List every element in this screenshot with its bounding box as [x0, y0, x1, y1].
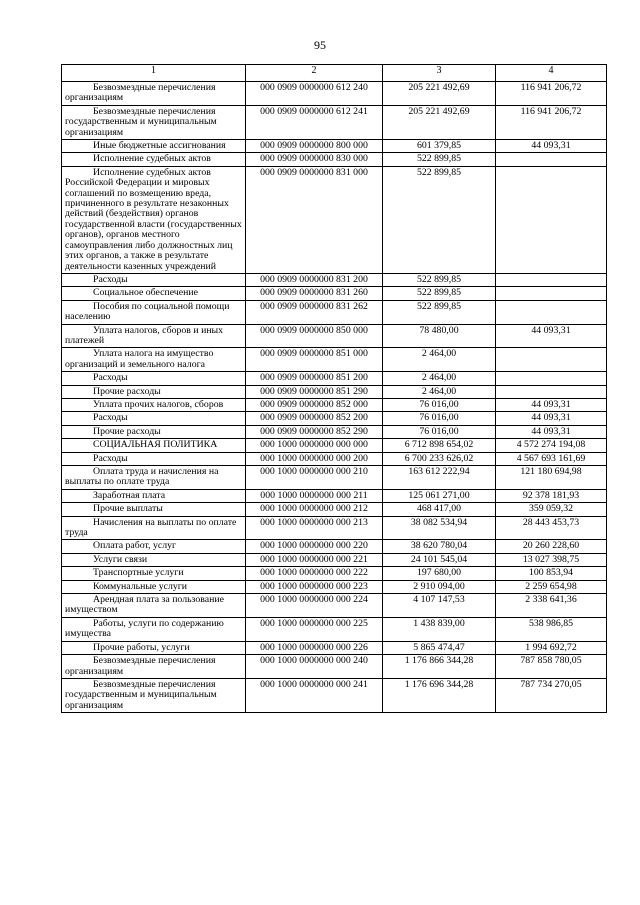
row-name-cell: Прочие работы, услуги — [62, 641, 246, 654]
row-name-cell: Коммунальные услуги — [62, 580, 246, 593]
row-code-cell: 000 1000 0000000 000 224 — [246, 594, 383, 618]
row-value-col3-cell: 205 221 492,69 — [383, 82, 496, 106]
row-name-cell: Расходы — [62, 372, 246, 385]
table-row — [62, 300, 607, 324]
row-value-col3-cell: 1 176 866 344,28 — [383, 655, 496, 679]
row-code-cell: 000 1000 0000000 000 226 — [246, 641, 383, 654]
row-value-col3-cell: 522 899,85 — [383, 300, 496, 324]
row-value-col3-cell: 76 016,00 — [383, 425, 496, 438]
row-value-col4-cell: 13 027 398,75 — [496, 553, 607, 566]
row-value-col4-cell — [496, 153, 607, 166]
row-code-cell: 000 1000 0000000 000 225 — [246, 617, 383, 641]
row-code-cell: 000 0909 0000000 612 241 — [246, 105, 383, 139]
table-row — [62, 594, 607, 618]
row-name-cell: Прочие расходы — [62, 385, 246, 398]
table-row — [62, 641, 607, 654]
row-code-cell: 000 0909 0000000 830 000 — [246, 153, 383, 166]
row-code-cell: 000 0909 0000000 851 000 — [246, 348, 383, 372]
row-value-col4-cell — [496, 287, 607, 300]
row-value-col4-cell: 359 059,32 — [496, 503, 607, 516]
row-name-cell: Оплата труда и начисления на выплаты по оплате труда — [62, 466, 246, 490]
row-value-col3-cell: 522 899,85 — [383, 153, 496, 166]
row-value-col3-cell: 76 016,00 — [383, 412, 496, 425]
row-value-col4-cell: 2 259 654,98 — [496, 580, 607, 593]
row-name-cell: Заработная плата — [62, 489, 246, 502]
row-code-cell: 000 1000 0000000 000 240 — [246, 655, 383, 679]
page-number: 95 — [314, 38, 326, 52]
table-row — [62, 287, 607, 300]
row-value-col3-cell: 2 464,00 — [383, 348, 496, 372]
row-value-col4-cell: 538 986,85 — [496, 617, 607, 641]
row-value-col3-cell: 6 712 898 654,02 — [383, 439, 496, 452]
row-name-cell: Исполнение судебных актов — [62, 153, 246, 166]
row-code-cell: 000 1000 0000000 000 211 — [246, 489, 383, 502]
table-row — [62, 553, 607, 566]
table-row — [62, 273, 607, 286]
row-value-col4-cell — [496, 385, 607, 398]
row-value-col3-cell: 38 082 534,94 — [383, 516, 496, 540]
table-header-row — [62, 65, 607, 82]
row-value-col3-cell: 2 464,00 — [383, 385, 496, 398]
table-row — [62, 412, 607, 425]
row-value-col4-cell: 100 853,94 — [496, 567, 607, 580]
row-value-col3-cell: 38 620 780,04 — [383, 540, 496, 553]
row-code-cell: 000 0909 0000000 831 200 — [246, 273, 383, 286]
row-name-cell: Арендная плата за пользование имуществом — [62, 594, 246, 618]
row-name-cell: Уплата прочих налогов, сборов — [62, 398, 246, 411]
row-value-col3-cell: 1 438 839,00 — [383, 617, 496, 641]
row-code-cell: 000 1000 0000000 000 000 — [246, 439, 383, 452]
row-value-col3-cell: 522 899,85 — [383, 287, 496, 300]
row-name-cell: Уплата налогов, сборов и иных платежей — [62, 324, 246, 348]
row-code-cell: 000 0909 0000000 831 000 — [246, 166, 383, 273]
row-value-col4-cell: 20 260 228,60 — [496, 540, 607, 553]
row-name-cell: Начисления на выплаты по оплате труда — [62, 516, 246, 540]
row-value-col4-cell: 92 378 181,93 — [496, 489, 607, 502]
row-code-cell: 000 0909 0000000 851 290 — [246, 385, 383, 398]
row-value-col3-cell: 163 612 222,94 — [383, 466, 496, 490]
row-name-cell: Уплата налога на имущество организаций и земельного налога — [62, 348, 246, 372]
row-code-cell: 000 0909 0000000 612 240 — [246, 82, 383, 106]
row-value-col3-cell: 2 910 094,00 — [383, 580, 496, 593]
row-value-col3-cell: 522 899,85 — [383, 166, 496, 273]
row-code-cell: 000 1000 0000000 000 213 — [246, 516, 383, 540]
table-row — [62, 398, 607, 411]
row-code-cell: 000 0909 0000000 831 260 — [246, 287, 383, 300]
row-value-col4-cell: 4 567 693 161,69 — [496, 452, 607, 465]
row-name-cell: Прочие расходы — [62, 425, 246, 438]
row-name-cell: СОЦИАЛЬНАЯ ПОЛИТИКА — [62, 439, 246, 452]
table-row — [62, 348, 607, 372]
row-value-col4-cell: 116 941 206,72 — [496, 82, 607, 106]
row-value-col4-cell: 44 093,31 — [496, 425, 607, 438]
row-name-cell: Исполнение судебных актов Российской Федерации и мировых соглашений по возмещению вреда, причиненного в результате незаконных действий (бездействия) органов государственной власти (государственных органов), органов местного самоуправления либо должностных лиц этих органов, а также в результате деятельности казенных учреждений — [62, 166, 246, 273]
table-row — [62, 385, 607, 398]
row-name-cell: Прочие выплаты — [62, 503, 246, 516]
row-code-cell: 000 1000 0000000 000 222 — [246, 567, 383, 580]
row-code-cell: 000 1000 0000000 000 223 — [246, 580, 383, 593]
row-name-cell: Оплата работ, услуг — [62, 540, 246, 553]
row-value-col4-cell: 2 338 641,36 — [496, 594, 607, 618]
table-row — [62, 439, 607, 452]
table-row — [62, 372, 607, 385]
table-row — [62, 425, 607, 438]
row-name-cell: Иные бюджетные ассигнования — [62, 140, 246, 153]
row-name-cell: Безвозмездные перечисления организациям — [62, 655, 246, 679]
row-code-cell: 000 0909 0000000 852 290 — [246, 425, 383, 438]
row-code-cell: 000 0909 0000000 852 000 — [246, 398, 383, 411]
row-code-cell: 000 1000 0000000 000 241 — [246, 678, 383, 712]
row-code-cell: 000 0909 0000000 831 262 — [246, 300, 383, 324]
table-row — [62, 655, 607, 679]
budget-table — [61, 64, 607, 713]
row-name-cell: Безвозмездные перечисления государственным и муниципальным организациям — [62, 678, 246, 712]
column-header: 4 — [496, 65, 607, 82]
row-code-cell: 000 1000 0000000 000 210 — [246, 466, 383, 490]
row-value-col3-cell: 24 101 545,04 — [383, 553, 496, 566]
row-value-col3-cell: 125 061 271,00 — [383, 489, 496, 502]
row-name-cell: Расходы — [62, 412, 246, 425]
row-value-col3-cell: 522 899,85 — [383, 273, 496, 286]
row-value-col4-cell: 1 994 692,72 — [496, 641, 607, 654]
row-value-col3-cell: 5 865 474,47 — [383, 641, 496, 654]
row-name-cell: Социальное обеспечение — [62, 287, 246, 300]
column-header: 1 — [62, 65, 246, 82]
row-name-cell: Услуги связи — [62, 553, 246, 566]
column-header: 3 — [383, 65, 496, 82]
row-code-cell: 000 1000 0000000 000 221 — [246, 553, 383, 566]
row-value-col3-cell: 205 221 492,69 — [383, 105, 496, 139]
row-code-cell: 000 0909 0000000 850 000 — [246, 324, 383, 348]
row-value-col4-cell: 44 093,31 — [496, 412, 607, 425]
row-value-col4-cell: 787 858 780,05 — [496, 655, 607, 679]
row-code-cell: 000 1000 0000000 000 220 — [246, 540, 383, 553]
table-row — [62, 617, 607, 641]
table-row — [62, 516, 607, 540]
row-value-col4-cell: 44 093,31 — [496, 398, 607, 411]
row-value-col3-cell: 2 464,00 — [383, 372, 496, 385]
table-row — [62, 105, 607, 139]
table-row — [62, 567, 607, 580]
row-value-col3-cell: 197 680,00 — [383, 567, 496, 580]
row-value-col4-cell: 116 941 206,72 — [496, 105, 607, 139]
table-body — [62, 82, 607, 713]
table-row — [62, 166, 607, 273]
row-value-col4-cell — [496, 273, 607, 286]
row-code-cell: 000 1000 0000000 000 200 — [246, 452, 383, 465]
table-row — [62, 540, 607, 553]
row-value-col4-cell — [496, 372, 607, 385]
row-value-col3-cell: 6 700 233 626,02 — [383, 452, 496, 465]
column-header: 2 — [246, 65, 383, 82]
row-value-col4-cell: 28 443 453,73 — [496, 516, 607, 540]
row-code-cell: 000 0909 0000000 851 200 — [246, 372, 383, 385]
row-name-cell: Безвозмездные перечисления организациям — [62, 82, 246, 106]
table-row — [62, 324, 607, 348]
row-value-col3-cell: 4 107 147,53 — [383, 594, 496, 618]
row-value-col4-cell — [496, 348, 607, 372]
row-value-col4-cell — [496, 300, 607, 324]
row-name-cell: Безвозмездные перечисления государственным и муниципальным организациям — [62, 105, 246, 139]
row-value-col4-cell: 121 180 694,98 — [496, 466, 607, 490]
table-row — [62, 489, 607, 502]
table-row — [62, 678, 607, 712]
row-value-col3-cell: 468 417,00 — [383, 503, 496, 516]
row-value-col3-cell: 76 016,00 — [383, 398, 496, 411]
row-value-col4-cell: 4 572 274 194,08 — [496, 439, 607, 452]
row-name-cell: Транспортные услуги — [62, 567, 246, 580]
row-value-col3-cell: 78 480,00 — [383, 324, 496, 348]
row-value-col4-cell: 787 734 270,05 — [496, 678, 607, 712]
table-row — [62, 140, 607, 153]
table-row — [62, 580, 607, 593]
row-code-cell: 000 0909 0000000 800 000 — [246, 140, 383, 153]
row-value-col4-cell — [496, 166, 607, 273]
row-name-cell: Расходы — [62, 273, 246, 286]
row-value-col4-cell: 44 093,31 — [496, 140, 607, 153]
table-row — [62, 82, 607, 106]
row-code-cell: 000 1000 0000000 000 212 — [246, 503, 383, 516]
row-value-col3-cell: 601 379,85 — [383, 140, 496, 153]
row-value-col4-cell: 44 093,31 — [496, 324, 607, 348]
table-row — [62, 452, 607, 465]
table-row — [62, 153, 607, 166]
row-name-cell: Расходы — [62, 452, 246, 465]
row-name-cell: Пособия по социальной помощи населению — [62, 300, 246, 324]
table-row — [62, 503, 607, 516]
row-code-cell: 000 0909 0000000 852 200 — [246, 412, 383, 425]
row-name-cell: Работы, услуги по содержанию имущества — [62, 617, 246, 641]
row-value-col3-cell: 1 176 696 344,28 — [383, 678, 496, 712]
table-row — [62, 466, 607, 490]
